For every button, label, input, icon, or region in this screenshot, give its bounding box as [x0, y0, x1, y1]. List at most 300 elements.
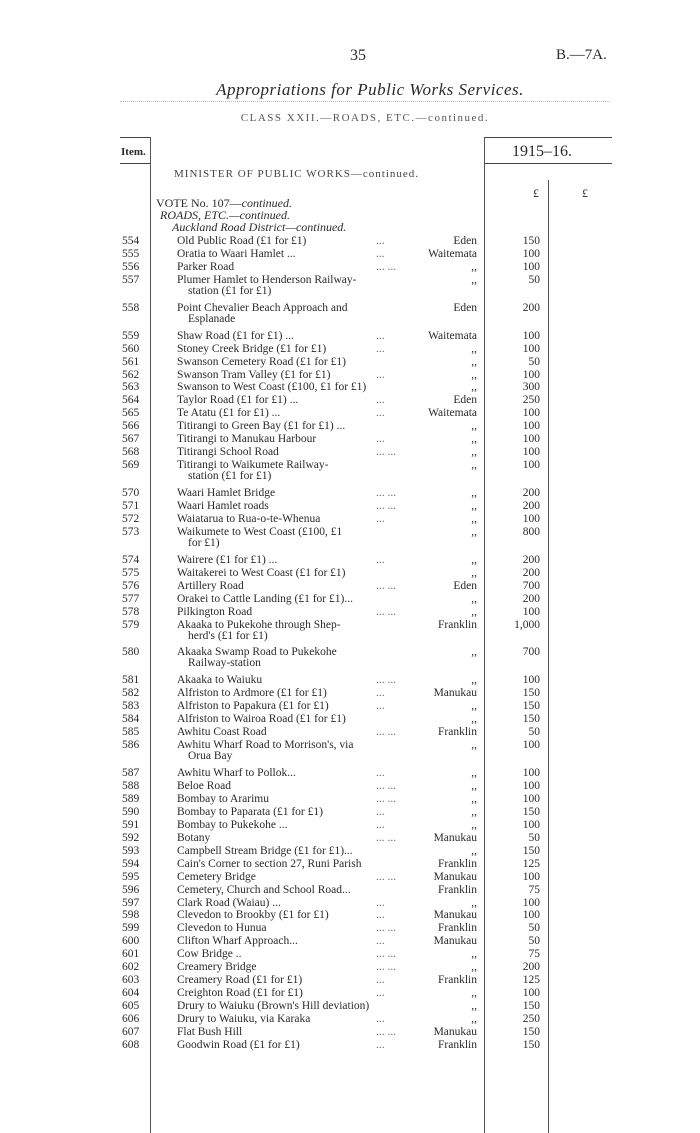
- item-number: 566: [122, 420, 140, 433]
- item-number: 589: [122, 792, 140, 805]
- table-row: [0, 273, 700, 297]
- leader-dots: ... ...: [376, 922, 397, 935]
- amount: 100: [522, 260, 540, 273]
- item-description: Awhitu Wharf Road to Morrison's, via: [177, 739, 354, 752]
- electoral-district: ,,: [471, 646, 477, 659]
- item-number: 570: [122, 487, 140, 500]
- amount: 150: [522, 1000, 540, 1013]
- item-description: Shaw Road (£1 for £1) ...: [177, 329, 294, 342]
- item-description: Artillery Road: [177, 579, 244, 592]
- item-number: 556: [122, 260, 140, 273]
- amount: 75: [528, 948, 540, 961]
- table-row: [0, 687, 700, 700]
- item-description: Drury to Waiuku, via Karaka: [177, 1013, 311, 1026]
- table-row: [0, 420, 700, 433]
- item-number: 608: [122, 1038, 140, 1051]
- item-number: 587: [122, 767, 140, 779]
- item-description: Clark Road (Waiau) ...: [177, 896, 281, 909]
- amount: 100: [522, 420, 540, 433]
- electoral-district: ,,: [471, 446, 477, 459]
- table-row: [0, 381, 700, 394]
- table-row: [0, 433, 700, 446]
- item-description: Goodwin Road (£1 for £1): [177, 1038, 300, 1051]
- item-description: Beloe Road: [177, 779, 231, 792]
- table-row: [0, 248, 700, 261]
- table-row: [0, 897, 700, 910]
- table-row: [0, 618, 700, 642]
- table-row: [0, 739, 700, 763]
- item-number: 568: [122, 446, 140, 459]
- amount: 250: [522, 1013, 540, 1026]
- leader-dots: ...: [376, 342, 385, 355]
- item-description: Oratia to Waari Hamlet ...: [177, 247, 296, 260]
- item-description: Drury to Waiuku (Brown's Hill deviation): [177, 1000, 370, 1013]
- electoral-district: ,,: [471, 525, 477, 538]
- leader-dots: ...: [376, 896, 385, 909]
- table-row: [0, 858, 700, 871]
- item-number: 575: [122, 566, 140, 579]
- item-number: 593: [122, 844, 140, 857]
- item-description: Creamery Bridge: [177, 961, 257, 974]
- electoral-district: Waitemata: [428, 247, 477, 260]
- item-number: 597: [122, 896, 140, 909]
- amount: 150: [522, 713, 540, 726]
- leader-dots: ... ...: [376, 605, 397, 618]
- item-number: 604: [122, 987, 140, 1000]
- item-number: 605: [122, 1000, 140, 1013]
- item-description-continued: Railway-station: [188, 657, 261, 670]
- amount: 125: [522, 857, 540, 870]
- leader-dots: ... ...: [376, 500, 397, 512]
- item-description: Creighton Road (£1 for £1): [177, 987, 303, 1000]
- leader-dots: ... ...: [376, 792, 397, 805]
- item-description: Akaaka to Pukekohe through Shep-: [177, 618, 341, 631]
- item-description: Clevedon to Brookby (£1 for £1): [177, 909, 329, 922]
- amount: 75: [528, 883, 540, 896]
- table-row: [0, 845, 700, 858]
- amount: 100: [522, 329, 540, 342]
- table-row: [0, 356, 700, 369]
- item-number: 581: [122, 674, 140, 687]
- item-description: Taylor Road (£1 for £1) ...: [177, 394, 299, 407]
- table-row: [0, 394, 700, 407]
- table-row: [0, 593, 700, 606]
- amount: 100: [522, 459, 540, 472]
- district-subheading: Auckland Road District—continued.: [172, 220, 347, 234]
- item-number: 560: [122, 342, 140, 355]
- item-header-bottom-rule: [120, 163, 150, 164]
- item-number: 582: [122, 687, 140, 700]
- item-description: Botany: [177, 831, 211, 844]
- amount: 300: [522, 381, 540, 394]
- table-row: [0, 935, 700, 948]
- amount: 150: [522, 687, 540, 700]
- electoral-district: ,,: [471, 700, 477, 713]
- item-header-top-rule: [120, 137, 150, 138]
- table-row: [0, 909, 700, 922]
- amount: 50: [528, 922, 540, 935]
- electoral-district: Manukau: [433, 1026, 477, 1038]
- item-number: 554: [122, 235, 140, 247]
- table-row: [0, 459, 700, 483]
- electoral-district: Waitemata: [428, 329, 477, 342]
- electoral-district: Eden: [453, 301, 477, 314]
- item-description: Bombay to Ararimu: [177, 792, 269, 805]
- year-header-top-rule: [484, 137, 612, 138]
- item-number: 563: [122, 381, 140, 394]
- electoral-district: ,,: [471, 355, 477, 368]
- item-number: 592: [122, 831, 140, 844]
- amount: 50: [528, 273, 540, 286]
- leader-dots: ... ...: [376, 1026, 397, 1038]
- table-row: [0, 369, 700, 382]
- table-row: [0, 580, 700, 593]
- electoral-district: ,,: [471, 605, 477, 618]
- item-description: Old Public Road (£1 for £1): [177, 235, 307, 247]
- amount: 1,000: [514, 618, 540, 631]
- electoral-district: ,,: [471, 273, 477, 286]
- electoral-district: ,,: [471, 1000, 477, 1013]
- leader-dots: ...: [376, 805, 385, 818]
- item-number: 591: [122, 818, 140, 831]
- currency-symbol: £: [533, 186, 539, 200]
- leader-dots: ...: [376, 974, 385, 987]
- item-number: 574: [122, 553, 140, 566]
- table-row: [0, 961, 700, 974]
- item-description: Orakei to Cattle Landing (£1 for £1)...: [177, 592, 353, 605]
- item-description: Waikumete to West Coast (£100, £1: [177, 525, 343, 538]
- electoral-district: Manukau: [433, 935, 477, 948]
- amount: 100: [522, 368, 540, 381]
- item-number: 577: [122, 592, 140, 605]
- item-description: Waari Hamlet roads: [177, 500, 269, 512]
- item-description: Stoney Creek Bridge (£1 for £1): [177, 342, 327, 355]
- item-number: 565: [122, 407, 140, 420]
- amount: 700: [522, 579, 540, 592]
- electoral-district: Manukau: [433, 687, 477, 700]
- item-description: Te Atatu (£1 for £1) ...: [177, 407, 281, 420]
- vote-label: VOTE No. 107—: [156, 196, 242, 210]
- item-number: 602: [122, 961, 140, 974]
- item-description: Swanson Tram Valley (£1 for £1): [177, 368, 331, 381]
- item-number: 578: [122, 605, 140, 618]
- item-number: 594: [122, 857, 140, 870]
- item-number: 603: [122, 974, 140, 987]
- table-row: [0, 922, 700, 935]
- amount: 100: [522, 433, 540, 446]
- item-number: 567: [122, 433, 140, 446]
- electoral-district: ,,: [471, 342, 477, 355]
- item-description: Titirangi to Waikumete Railway-: [177, 459, 329, 472]
- table-row: [0, 525, 700, 549]
- leader-dots: ...: [376, 987, 385, 1000]
- item-number: 576: [122, 579, 140, 592]
- amount: 700: [522, 646, 540, 659]
- amount: 150: [522, 844, 540, 857]
- item-description-continued: herd's (£1 for £1): [188, 629, 268, 642]
- item-description: Flat Bush Hill: [177, 1026, 243, 1038]
- item-number: 607: [122, 1026, 140, 1038]
- amount: 100: [522, 818, 540, 831]
- item-description-continued: Orua Bay: [188, 750, 233, 763]
- item-number: 573: [122, 525, 140, 538]
- table-row: [0, 700, 700, 713]
- table-row: [0, 1039, 700, 1052]
- item-description: Cow Bridge ..: [177, 948, 242, 961]
- electoral-district: ,,: [471, 381, 477, 394]
- ministry-heading: MINISTER OF PUBLIC WORKS—continued.: [174, 168, 420, 180]
- electoral-district: ,,: [471, 500, 477, 512]
- leader-dots: ...: [376, 235, 385, 247]
- item-description: Awhitu Wharf to Pollok...: [177, 767, 296, 779]
- item-description: Parker Road: [177, 260, 235, 273]
- leader-dots: ... ...: [376, 579, 397, 592]
- leader-dots: ...: [376, 1013, 385, 1026]
- item-description: Awhitu Coast Road: [177, 726, 267, 739]
- item-description: Alfriston to Wairoa Road (£1 for £1): [177, 713, 346, 726]
- leader-dots: ... ...: [376, 948, 397, 961]
- item-number: 584: [122, 713, 140, 726]
- amount: 200: [522, 500, 540, 512]
- electoral-district: Manukau: [433, 870, 477, 883]
- item-description: Akaaka Swamp Road to Pukekohe: [177, 646, 337, 659]
- table-row: [0, 646, 700, 670]
- item-description: Waiatarua to Rua-o-te-Whenua: [177, 512, 321, 525]
- table-row: [0, 301, 700, 325]
- leader-dots: ... ...: [376, 870, 397, 883]
- leader-dots: ... ...: [376, 260, 397, 273]
- amount: 100: [522, 792, 540, 805]
- amount: 800: [522, 525, 540, 538]
- roads-subheading: ROADS, ETC.—continued.: [160, 208, 290, 222]
- amount: 150: [522, 805, 540, 818]
- item-number: 557: [122, 273, 140, 286]
- table-row: [0, 726, 700, 739]
- item-number: 558: [122, 301, 140, 314]
- item-description: Bombay to Pukekohe ...: [177, 818, 288, 831]
- item-description: Clevedon to Hunua: [177, 922, 267, 935]
- table-row: [0, 884, 700, 897]
- table-row: [0, 793, 700, 806]
- leader-dots: ...: [376, 247, 385, 260]
- leader-dots: ...: [376, 329, 385, 342]
- vote-continued: continued.: [241, 196, 292, 210]
- item-number: 590: [122, 805, 140, 818]
- title-rule: [120, 101, 610, 102]
- amount: 100: [522, 512, 540, 525]
- item-number: 588: [122, 779, 140, 792]
- item-number: 561: [122, 355, 140, 368]
- table-row: [0, 487, 700, 500]
- table-row: [0, 235, 700, 248]
- item-description: Akaaka to Waiuku: [177, 674, 263, 687]
- table-row: [0, 767, 700, 780]
- year-header-bottom-rule: [484, 163, 612, 164]
- table-row: [0, 261, 700, 274]
- leader-dots: ...: [376, 818, 385, 831]
- electoral-district: ,,: [471, 566, 477, 579]
- amount: 250: [522, 394, 540, 407]
- table-row: [0, 1013, 700, 1026]
- electoral-district: Eden: [453, 579, 477, 592]
- item-description: Creamery Road (£1 for £1): [177, 974, 303, 987]
- amount: 100: [522, 605, 540, 618]
- item-number: 569: [122, 459, 140, 472]
- electoral-district: ,,: [471, 767, 477, 779]
- item-number: 571: [122, 500, 140, 512]
- amount: 100: [522, 342, 540, 355]
- electoral-district: Franklin: [438, 726, 477, 739]
- class-heading: CLASS XXII.—ROADS, ETC.—continued.: [240, 112, 490, 124]
- document-reference: B.—7A.: [556, 47, 607, 63]
- electoral-district: Franklin: [438, 974, 477, 987]
- amount: 200: [522, 961, 540, 974]
- currency-symbol: £: [582, 186, 588, 200]
- year-column-header: 1915–16.: [512, 143, 572, 160]
- table-row: [0, 987, 700, 1000]
- table-row: [0, 567, 700, 580]
- item-description: Pilkington Road: [177, 605, 253, 618]
- leader-dots: ...: [376, 512, 385, 525]
- electoral-district: Franklin: [438, 922, 477, 935]
- amount: 150: [522, 1038, 540, 1051]
- electoral-district: ,,: [471, 592, 477, 605]
- item-description: Cemetery, Church and School Road...: [177, 883, 351, 896]
- electoral-district: Waitemata: [428, 407, 477, 420]
- electoral-district: ,,: [471, 948, 477, 961]
- electoral-district: ,,: [471, 260, 477, 273]
- leader-dots: ...: [376, 1038, 385, 1051]
- table-row: [0, 330, 700, 343]
- amount: 50: [528, 831, 540, 844]
- amount: 150: [522, 700, 540, 713]
- table-row: [0, 974, 700, 987]
- electoral-district: ,,: [471, 961, 477, 974]
- table-row: [0, 500, 700, 513]
- item-number: 601: [122, 948, 140, 961]
- amount: 150: [522, 1026, 540, 1038]
- leader-dots: ... ...: [376, 831, 397, 844]
- electoral-district: ,,: [471, 805, 477, 818]
- item-number: 586: [122, 739, 140, 752]
- leader-dots: ...: [376, 909, 385, 922]
- item-number: 562: [122, 368, 140, 381]
- leader-dots: ...: [376, 687, 385, 700]
- leader-dots: ... ...: [376, 446, 397, 459]
- leader-dots: ...: [376, 767, 385, 779]
- amount: 200: [522, 566, 540, 579]
- amount: 50: [528, 726, 540, 739]
- item-number: 564: [122, 394, 140, 407]
- electoral-district: Manukau: [433, 831, 477, 844]
- table-row: [0, 780, 700, 793]
- item-description: Plumer Hamlet to Henderson Railway-: [177, 273, 357, 286]
- electoral-district: ,,: [471, 779, 477, 792]
- amount: 100: [522, 446, 540, 459]
- item-number: 555: [122, 247, 140, 260]
- amount: 100: [522, 407, 540, 420]
- leader-dots: ... ...: [376, 726, 397, 739]
- item-description-continued: for £1): [188, 536, 220, 549]
- amount: 100: [522, 247, 540, 260]
- electoral-district: Franklin: [438, 1038, 477, 1051]
- item-description: Wairere (£1 for £1) ...: [177, 553, 278, 566]
- amount: 100: [522, 896, 540, 909]
- item-description: Swanson to West Coast (£100, £1 for £1): [177, 381, 367, 394]
- table-row: [0, 606, 700, 619]
- item-description: Point Chevalier Beach Approach and: [177, 301, 348, 314]
- electoral-district: ,,: [471, 459, 477, 472]
- table-row: [0, 446, 700, 459]
- item-description: Titirangi School Road: [177, 446, 279, 459]
- item-description: Waari Hamlet Bridge: [177, 487, 276, 500]
- electoral-district: ,,: [471, 844, 477, 857]
- table-row: [0, 713, 700, 726]
- table-row: [0, 871, 700, 884]
- item-description: Bombay to Paparata (£1 for £1): [177, 805, 323, 818]
- electoral-district: Franklin: [438, 618, 477, 631]
- item-column-header: Item.: [121, 146, 146, 158]
- amount: 100: [522, 779, 540, 792]
- electoral-district: Franklin: [438, 857, 477, 870]
- amount: 200: [522, 301, 540, 314]
- item-description: Titirangi to Manukau Harbour: [177, 433, 317, 446]
- amount: 200: [522, 487, 540, 500]
- page-number: 35: [350, 47, 366, 64]
- table-row: [0, 832, 700, 845]
- leader-dots: ...: [376, 407, 385, 420]
- item-description-continued: station (£1 for £1): [188, 470, 272, 483]
- electoral-district: ,,: [471, 487, 477, 500]
- electoral-district: ,,: [471, 553, 477, 566]
- page-title: Appropriations for Public Works Services.: [216, 80, 524, 99]
- leader-dots: ...: [376, 433, 385, 446]
- item-description: Cain's Corner to section 27, Runi Parish: [177, 857, 362, 870]
- item-number: 580: [122, 646, 140, 659]
- leader-dots: ...: [376, 700, 385, 713]
- amount: 50: [528, 935, 540, 948]
- item-number: 599: [122, 922, 140, 935]
- electoral-district: ,,: [471, 792, 477, 805]
- item-description: Clifton Wharf Approach...: [177, 935, 298, 948]
- table-row: [0, 554, 700, 567]
- item-number: 600: [122, 935, 140, 948]
- item-number: 579: [122, 618, 140, 631]
- amount: 100: [522, 739, 540, 752]
- electoral-district: ,,: [471, 739, 477, 752]
- leader-dots: ...: [376, 935, 385, 948]
- item-description: Alfriston to Ardmore (£1 for £1): [177, 687, 327, 700]
- amount: 100: [522, 870, 540, 883]
- item-description-continued: Esplanade: [188, 312, 236, 325]
- item-number: 583: [122, 700, 140, 713]
- item-number: 559: [122, 329, 140, 342]
- item-number: 596: [122, 883, 140, 896]
- table-row: [0, 1000, 700, 1013]
- electoral-district: ,,: [471, 713, 477, 726]
- electoral-district: ,,: [471, 896, 477, 909]
- table-row: [0, 343, 700, 356]
- amount: 100: [522, 987, 540, 1000]
- amount: 200: [522, 592, 540, 605]
- electoral-district: ,,: [471, 368, 477, 381]
- table-row: [0, 407, 700, 420]
- electoral-district: ,,: [471, 420, 477, 433]
- amount: 125: [522, 974, 540, 987]
- electoral-district: ,,: [471, 433, 477, 446]
- item-description: Titirangi to Green Bay (£1 for £1) ...: [177, 420, 346, 433]
- electoral-district: ,,: [471, 674, 477, 687]
